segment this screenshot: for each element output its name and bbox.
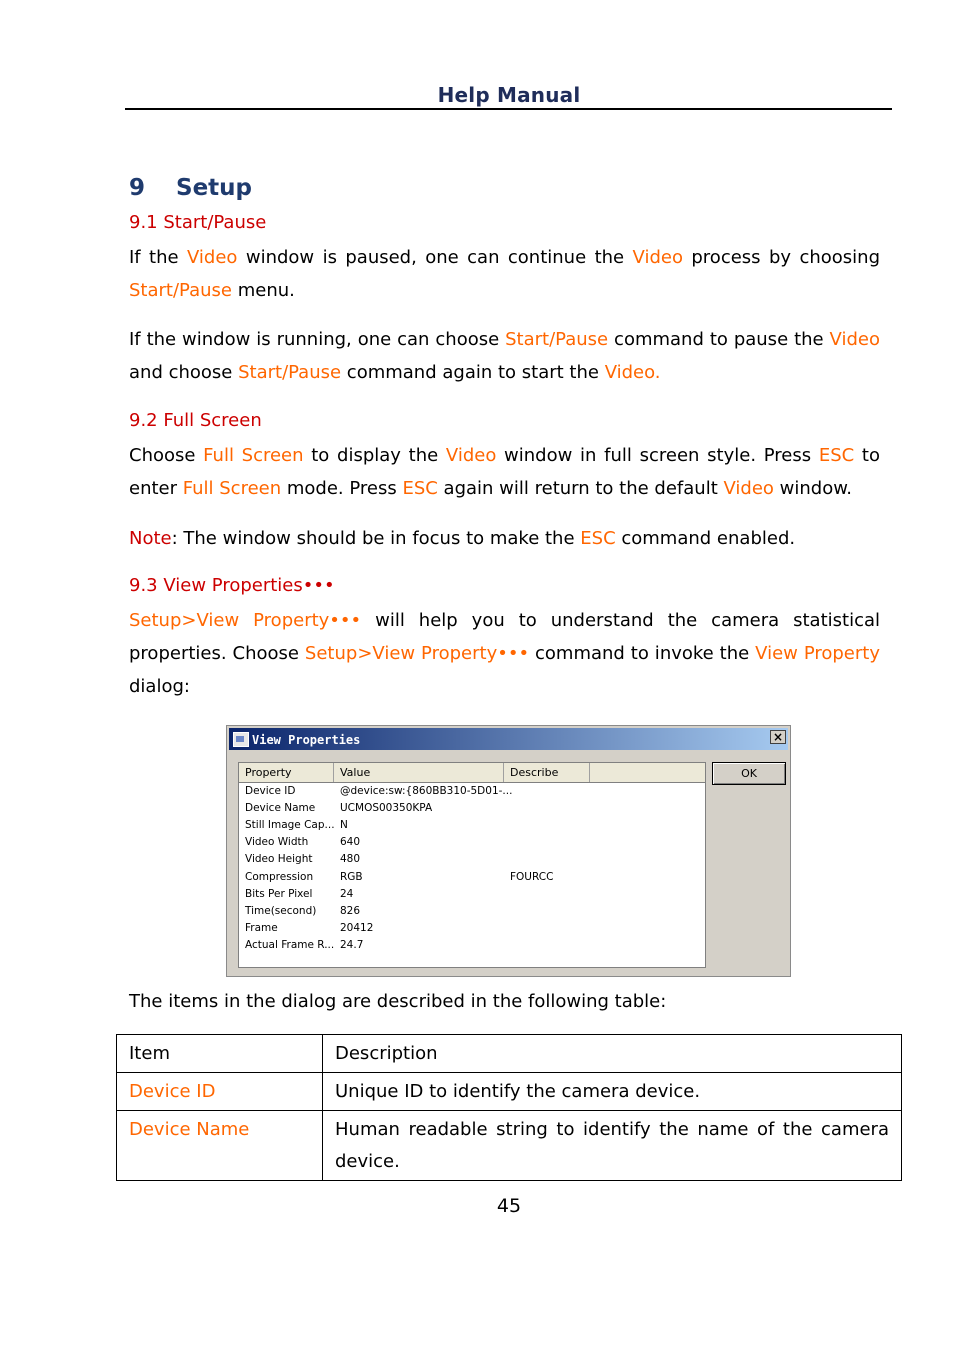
properties-list[interactable] xyxy=(238,762,706,968)
subsection-heading-full-screen: 9.2 Full Screen xyxy=(129,410,262,431)
list-cell-value: 24 xyxy=(340,887,354,900)
table-cell-item: Device Name xyxy=(117,1111,323,1181)
table-cell-description: Unique ID to identify the camera device. xyxy=(323,1073,902,1111)
close-button[interactable]: × xyxy=(770,730,786,744)
list-cell-value: 24.7 xyxy=(340,938,364,951)
text-line: dialog: xyxy=(129,676,190,697)
list-cell-property: Bits Per Pixel xyxy=(245,887,313,900)
list-cell-property: Frame xyxy=(245,921,278,934)
paragraph-start-pause-2 xyxy=(129,323,880,389)
dialog-titlebar xyxy=(229,728,788,750)
list-cell-value: @device:sw:{860BB310-5D01-... xyxy=(340,785,513,797)
table-cell-description: Human readable string to identify the name of the camera device. xyxy=(323,1111,902,1181)
table-cell-item: Device ID xyxy=(117,1073,323,1111)
text-line: Choose Full Screen to display the Video window in full screen style. Press ESC to xyxy=(129,445,880,466)
list-cell-value: RGB xyxy=(340,870,363,883)
list-cell-value: 480 xyxy=(340,853,361,866)
column-header-describe[interactable]: Describe xyxy=(504,763,590,782)
table-row xyxy=(117,1111,902,1181)
section-number: 9 xyxy=(129,175,146,201)
list-item[interactable] xyxy=(239,920,705,937)
list-cell-property: Video Width xyxy=(245,836,309,849)
list-item[interactable] xyxy=(239,783,705,800)
note-paragraph xyxy=(129,522,880,555)
text-line: Start/Pause menu. xyxy=(129,280,295,301)
text-line: enter Full Screen mode. Press ESC again will return to the default Video window. xyxy=(129,478,853,499)
text-line: Note: The window should be in focus to make the ESC command enabled. xyxy=(129,528,796,549)
list-cell-property: Device Name xyxy=(245,802,316,815)
items-table xyxy=(116,1034,902,1181)
list-cell-property: Still Image Cap... xyxy=(245,819,335,832)
paragraph-full-screen xyxy=(129,439,880,505)
list-cell-describe: FOURCC xyxy=(510,870,554,883)
list-item[interactable] xyxy=(239,903,705,920)
section-heading xyxy=(129,175,252,201)
column-header-value[interactable]: Value xyxy=(334,763,504,782)
subsection-heading-view-properties: 9.3 View Properties••• xyxy=(129,575,335,596)
header-title: Help Manual xyxy=(437,83,581,107)
column-header-property[interactable]: Property xyxy=(239,763,334,782)
text-line: properties. Choose Setup>View Property••• command to invoke the View Property xyxy=(129,643,880,664)
window-icon xyxy=(233,732,249,747)
paragraph-start-pause-1 xyxy=(129,241,880,307)
list-cell-property: Video Height xyxy=(245,853,313,866)
table-header-description: Description xyxy=(323,1035,902,1073)
list-item[interactable] xyxy=(239,937,705,954)
text-line: If the Video window is paused, one can continue the Video process by choosing xyxy=(129,247,880,268)
list-header xyxy=(239,763,705,783)
dialog-title: View Properties xyxy=(252,733,361,747)
list-cell-value: N xyxy=(340,819,348,832)
table-intro xyxy=(129,985,880,1018)
list-item[interactable] xyxy=(239,834,705,851)
subsection-heading-start-pause: 9.1 Start/Pause xyxy=(129,212,267,233)
text-line: The items in the dialog are described in the following table: xyxy=(129,991,667,1012)
list-cell-property: Time(second) xyxy=(245,904,317,917)
list-item[interactable] xyxy=(239,817,705,834)
section-title: Setup xyxy=(176,175,252,201)
list-item[interactable] xyxy=(239,869,705,886)
list-cell-property: Actual Frame R... xyxy=(245,938,335,951)
text-line: If the window is running, one can choose Start/Pause command to pause the Video xyxy=(129,329,880,350)
ok-button[interactable]: OK xyxy=(712,762,786,785)
list-cell-value: 640 xyxy=(340,836,361,849)
paragraph-view-properties xyxy=(129,604,880,703)
list-cell-value: UCMOS00350KPA xyxy=(340,802,433,815)
table-row xyxy=(117,1073,902,1111)
list-cell-value: 826 xyxy=(340,904,361,917)
view-properties-dialog xyxy=(226,725,791,977)
text-line: and choose Start/Pause command again to start the Video. xyxy=(129,362,661,383)
list-item[interactable] xyxy=(239,800,705,817)
text-line: Setup>View Property••• will help you to understand the camera statistical xyxy=(129,610,880,631)
header-rule xyxy=(125,108,892,110)
list-cell-property: Device ID xyxy=(245,785,296,797)
list-cell-property: Compression xyxy=(245,870,314,883)
table-header-item: Item xyxy=(117,1035,323,1073)
page-number: 45 xyxy=(496,1195,522,1217)
list-item[interactable] xyxy=(239,851,705,868)
list-item[interactable] xyxy=(239,886,705,903)
list-cell-value: 20412 xyxy=(340,921,374,934)
table-header-row xyxy=(117,1035,902,1073)
